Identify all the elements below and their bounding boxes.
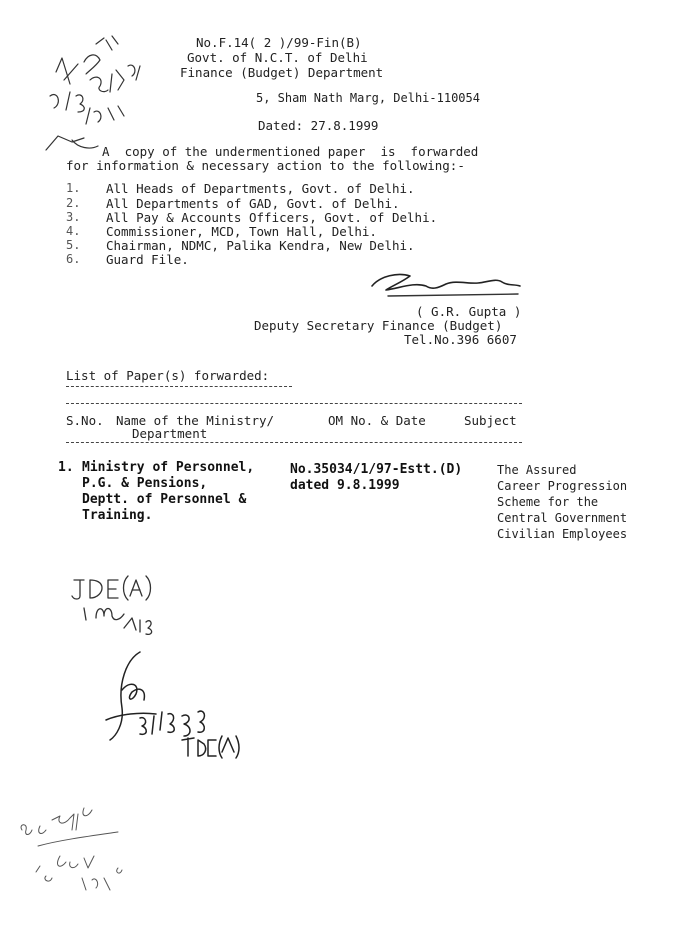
intro-line-1: A copy of the undermentioned paper is forwarded <box>102 144 479 159</box>
row-subject: Scheme for the <box>497 495 599 509</box>
file-number: No.F.14( 2 )/99-Fin(B) <box>196 35 362 50</box>
bottom-left-note <box>21 808 122 890</box>
department-name: Finance (Budget) Department <box>180 65 384 80</box>
column-header-ministry-2: Department <box>132 426 208 441</box>
recipient-number: 2. <box>66 196 81 210</box>
recipient-text: All Heads of Departments, Govt. of Delhi. <box>106 181 415 196</box>
date-line: Dated: 27.8.1999 <box>258 118 379 133</box>
recipient-text: All Departments of GAD, Govt. of Delhi. <box>106 196 400 211</box>
signatory-name: ( G.R. Gupta ) <box>416 304 522 319</box>
recipient-text: All Pay & Accounts Officers, Govt. of Delhi. <box>106 210 438 225</box>
row-om-date: dated 9.8.1999 <box>290 478 400 493</box>
row-om-number: No.35034/1/97-Estt.(D) <box>290 462 463 477</box>
row-ministry: Ministry of Personnel, <box>82 460 255 475</box>
papers-heading: List of Paper(s) forwarded: <box>66 368 270 383</box>
row-serial: 1. <box>58 460 74 475</box>
row-subject: Civilian Employees <box>497 527 628 541</box>
recipient-number: 5. <box>66 238 81 252</box>
signatory-telephone: Tel.No.396 6607 <box>404 332 517 347</box>
signatory-designation: Deputy Secretary Finance (Budget) <box>254 318 503 333</box>
column-header-subject: Subject <box>464 413 517 428</box>
column-header-sno: S.No. <box>66 413 104 428</box>
recipient-number: 1. <box>66 181 81 195</box>
recipient-number: 6. <box>66 252 81 266</box>
row-ministry: Deptt. of Personnel & <box>82 492 247 507</box>
column-header-ministry: Name of the Ministry/ <box>116 413 275 428</box>
recipient-text: Chairman, NDMC, Palika Kendra, New Delhi. <box>106 238 415 253</box>
corner-diary-note <box>46 36 140 150</box>
row-ministry: P.G. & Pensions, <box>82 476 208 491</box>
initials-with-date <box>106 652 239 758</box>
recipient-text: Commissioner, MCD, Town Hall, Delhi. <box>106 224 377 239</box>
row-subject: The Assured <box>497 463 577 477</box>
column-header-om: OM No. & Date <box>328 413 426 428</box>
row-subject: Career Progression <box>497 479 628 493</box>
jde-note <box>72 576 152 634</box>
recipient-number: 4. <box>66 224 81 238</box>
address: 5, Sham Nath Marg, Delhi-110054 <box>256 91 480 105</box>
recipient-number: 3. <box>66 210 81 224</box>
row-subject: Central Government <box>497 511 628 525</box>
government-name: Govt. of N.C.T. of Delhi <box>187 50 368 65</box>
row-ministry: Training. <box>82 508 153 523</box>
intro-line-2: for information & necessary action to the following:- <box>66 158 465 173</box>
recipient-text: Guard File. <box>106 252 189 267</box>
